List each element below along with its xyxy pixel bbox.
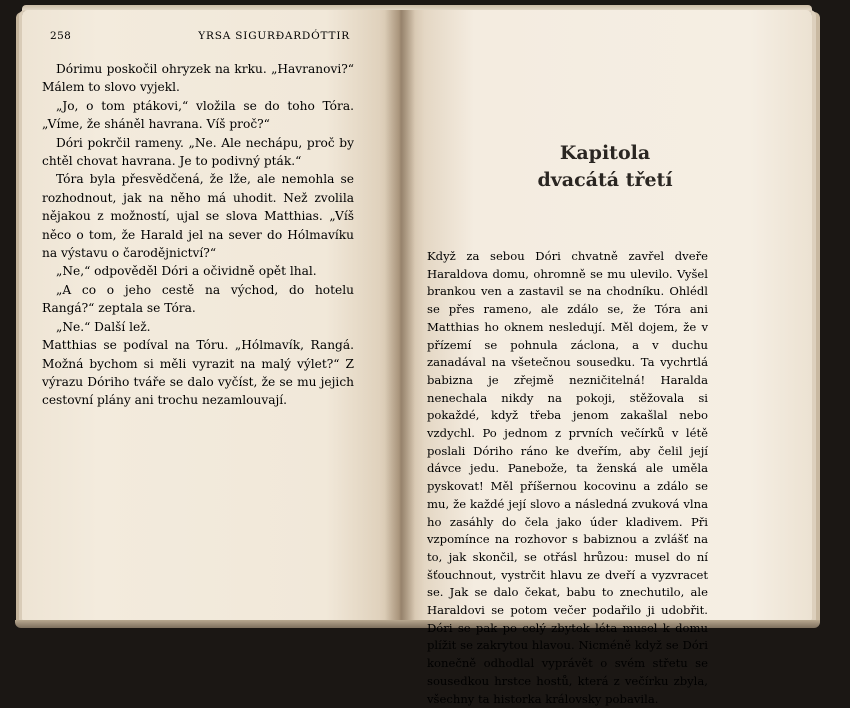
paragraph: Matthias se podíval na Tóru. „Hólmavík, Rangá. Možná bychom si měli vyrazit na malý výlet?“ Z výrazu Dóriho tváře se dalo vyčíst, že se mu jejich cestovní plány ani trochu nezamlouvají. [42,338,354,408]
running-head: YRSA SIGURÐARDÓTTIR [198,30,350,42]
paragraph: „Ne.“ Další lež. [56,319,151,334]
chapter-title-line1: Kapitola [559,142,651,164]
paragraph: Tóra byla přesvědčená, že lže, ale nemohla se rozhodnout, jak na něho má uhodit. Než zvolila nějakou z možností, ujal se slova Matthias. „Víš něco o tom, že Harald jel na sever do Hólmavíku na výstavu o čarodějnictví?“ [42,172,354,261]
book-gutter [385,10,415,625]
paragraph: „Ne,“ odpověděl Dóri a očividně opět lhal. [56,264,317,279]
page-number: 258 [50,30,72,42]
paragraph: Když za sebou Dóri chvatně zavřel dveře Haraldova domu, ohromně se mu ulevilo. Vyšel brankou ven a zastavil se na chodníku. Ohlédl se přes rameno, ale zdálo se, že Tóra ani Matthias ho oknem nesledují. Měl dojem, že v přízemí se pohnula záclona, a v duchu zanadával na všetečnou sousedku. Ta vychrtlá babizna je zřejmě nezničitelná! Haralda nenechala nikdy na pokoji, stěžovala si pokaždé, když třeba jenom zakašlal nebo vzdychl. Po jednom z prvních večírků v létě poslali Dóriho ráno ke dveřím, aby čelil její dávce jedu. Panebože, ta ženská ale uměla pyskovat! Měl příšernou kocovinu a zdálo se mu, že každé její slovo a následná zvuková vlna ho zasáhly do čela jako úder kladivem. Při vzpomínce na rozhovor s babiznou a zvlášť na to, jak skončil, se otřásl hrůzou: musel do ní šťouchnout, vystrčit hlavu ze dveří a vyzvracet se. Jak se dalo čekat, babu to znechutilo, ale Haraldovi se potom večer podařilo ji udobřit. Dóri se pak po celý zbytek léta musel k domu plížit se zakrytou hlavou. Nicméně když se Dóri konečně odhodlal vyprávět o svém střetu se sousedkou hrstce hostů, která z večírku zbyla, všechny ta historka královsky pobavila. [427,249,708,706]
paragraph: „A co o jeho cestě na východ, do hotelu Rangá?“ zeptala se Tóra. [42,282,354,316]
paragraph: Dóri pokrčil rameny. „Ne. Ale nechápu, proč by chtěl chovat havrana. Je to podivný pták.“ [42,135,354,169]
paragraph: „Jo, o tom ptákovi,“ vložila se do toho Tóra. „Víme, že sháněl havrana. Víš proč?“ [42,98,354,132]
chapter-title [475,140,735,194]
right-page-text [427,248,708,708]
paragraph: Dórimu poskočil ohryzek na krku. „Havranovi?“ Málem to slovo vyjekl. [42,62,354,95]
chapter-title-line2: dvacátá třetí [537,169,673,191]
left-page-text [42,60,354,410]
